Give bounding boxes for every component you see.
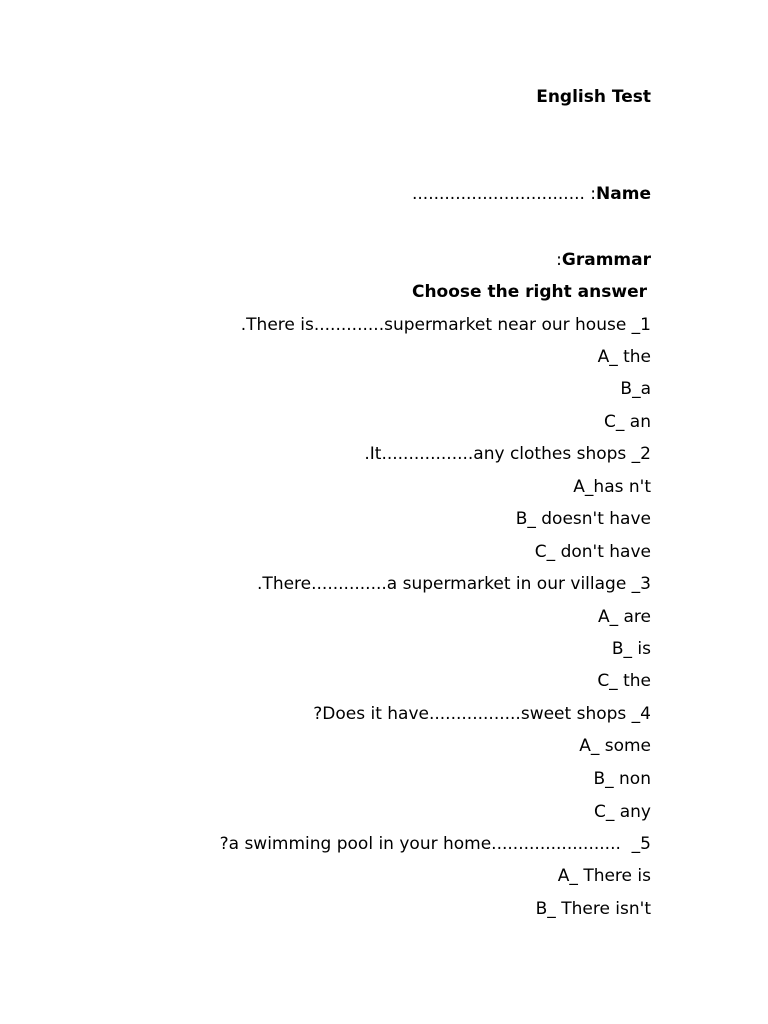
question-4-option-b: B_ non — [593, 769, 651, 789]
question-5-option-a: A_ There is — [557, 866, 651, 886]
page-title: English Test — [536, 87, 651, 107]
name-line — [412, 184, 651, 204]
question-2: .It.................any clothes shops _2 — [364, 444, 651, 464]
question-1-option-c: C_ an — [604, 412, 651, 432]
question-4-option-c: C_ any — [593, 802, 651, 822]
question-1-option-a: A_ the — [597, 347, 651, 367]
question-1: .There is.............supermarket near our house _1 — [240, 315, 651, 335]
instruction: Choose the right answer — [411, 282, 647, 302]
question-3-option-c: C_ the — [597, 671, 651, 691]
grammar-label: Grammar — [561, 250, 651, 270]
name-dots: ................................ : — [411, 184, 597, 204]
question-3-option-b: B_ is — [611, 639, 651, 659]
name-label: Name — [596, 184, 651, 204]
grammar-heading — [556, 250, 651, 270]
question-5: ?a swimming pool in your home........................ _5 — [219, 834, 651, 854]
question-2-option-c: C_ don't have — [534, 542, 651, 562]
question-2-option-b: B_ doesn't have — [515, 509, 651, 529]
question-3: .There..............a supermarket in our village _3 — [257, 574, 651, 594]
question-2-option-a: A_has n't — [573, 477, 651, 497]
question-5-option-b: B_ There isn't — [535, 899, 651, 919]
question-4-option-a: A_ some — [579, 736, 651, 756]
question-4: ?Does it have.................sweet shops _4 — [313, 704, 651, 724]
question-1-option-b: B_a — [620, 379, 651, 399]
question-3-option-a: A_ are — [597, 607, 651, 627]
grammar-prefix: : — [556, 250, 562, 270]
